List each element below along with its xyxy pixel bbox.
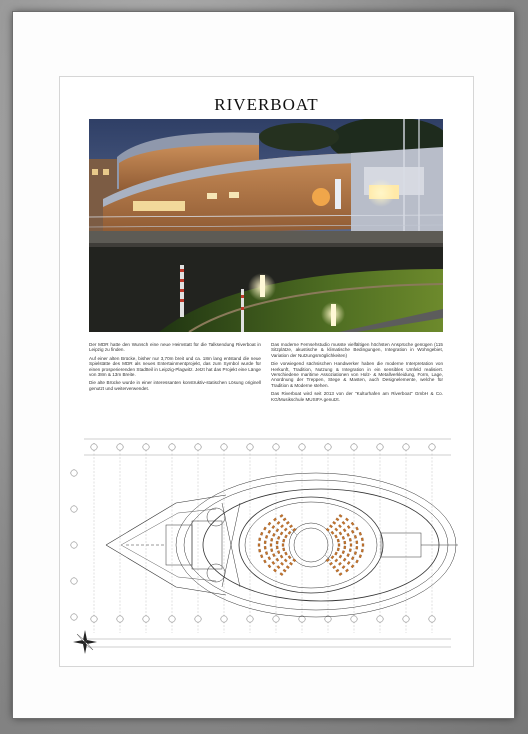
seat [272, 553, 275, 556]
seat [289, 525, 292, 528]
seat [282, 539, 285, 542]
seat [280, 514, 283, 517]
seat [276, 529, 279, 532]
text-column-right [271, 342, 443, 405]
grid-axis-bubble [429, 616, 435, 622]
grid-axis-bubble [71, 542, 77, 548]
seat [347, 525, 350, 528]
grid-axis-bubble [403, 444, 409, 450]
seat [342, 565, 345, 568]
seat [277, 521, 280, 524]
seat [282, 548, 285, 551]
grid-axis-bubble [91, 444, 97, 450]
seat [329, 525, 332, 528]
seat [289, 562, 292, 565]
seat [273, 569, 276, 572]
grid-axis-bubble [143, 616, 149, 622]
seat [339, 555, 342, 558]
seat [336, 569, 339, 572]
grid-axis-bubble [429, 444, 435, 450]
seat [359, 555, 362, 558]
seat [339, 514, 342, 517]
seat [332, 521, 335, 524]
seat [342, 550, 345, 553]
seat [334, 552, 337, 555]
seat [343, 558, 346, 561]
seat [263, 527, 266, 530]
seat [272, 561, 275, 564]
seat [342, 536, 345, 539]
grid-axis-bubble [351, 444, 357, 450]
seat [354, 535, 357, 538]
seat [351, 557, 354, 560]
seat [347, 561, 350, 564]
page-title: RIVERBOAT [214, 95, 319, 114]
seat [342, 521, 345, 524]
seat [349, 549, 351, 552]
paragraph: Der MDR hatte den Wunsch eine neue Heimstatt für die Talksendung Riverboat in Leipzig zu finden. [89, 342, 261, 353]
seat [288, 531, 291, 534]
seat [277, 536, 280, 539]
paragraph: Das moderne Fernsehstudio musste vielfältigen höchsten Ansprüche genügen (115 Sitzplätze, akustische & klimatische Bedingungen, Integration in Wohngebiet, Variation der Nutzungsmöglichkeiten) [271, 342, 443, 358]
seat [344, 546, 346, 549]
seat [268, 557, 271, 560]
grid-axis-bubble [195, 444, 201, 450]
seat [354, 551, 357, 554]
seat [270, 544, 272, 547]
grid-axis-bubble [71, 578, 77, 584]
grid-axis-bubble [117, 444, 123, 450]
seat [280, 572, 283, 575]
seat [356, 546, 358, 549]
seat [265, 551, 268, 554]
seat [337, 539, 340, 542]
seat [268, 565, 271, 568]
seat [338, 544, 340, 547]
seat [339, 532, 342, 535]
seat [329, 562, 332, 565]
seat [359, 532, 362, 535]
paragraph: Auf einer alten Brücke, bisher nur 3,70m breit und ca. 18m lang entstand die neue Spielstätte des MDR als neues Entertainmentprojekt, das zum Symbol wurde für einen prosperierenden Stadtteil in Leipzig-Plagwitz. Jetzt hat das Projekt eine Länge von 38m & 13m Breite. [89, 355, 261, 378]
seat [258, 538, 260, 541]
seat [280, 525, 283, 528]
seat [337, 548, 340, 551]
seat [268, 522, 271, 525]
seat [361, 549, 363, 552]
compass-rose-icon [72, 629, 98, 655]
building-photo [89, 119, 443, 332]
seat [286, 566, 289, 569]
grid-axis-bubble [377, 616, 383, 622]
grid-axis-bubble [71, 470, 77, 476]
grid-axis-bubble [247, 444, 253, 450]
seat [272, 533, 275, 536]
seat [345, 518, 348, 521]
seat [344, 541, 346, 544]
paragraph: Das Riverboat wird seit 2013 von der "Kulturhafen am Riverboat" GmbH & Co. KG/Musikschule MUSIFA genutzt. [271, 391, 443, 402]
text-column-left [89, 342, 261, 405]
seat [351, 522, 354, 525]
seat [331, 531, 334, 534]
seat [345, 569, 348, 572]
seat [288, 556, 291, 559]
grid-axis-bubble [221, 616, 227, 622]
grid-axis-bubble [71, 506, 77, 512]
seat [331, 556, 334, 559]
seat [347, 553, 350, 556]
grid-axis-bubble [117, 616, 123, 622]
grid-axis-bubble [403, 616, 409, 622]
seat [326, 528, 329, 531]
seat [270, 549, 272, 552]
seat [339, 572, 342, 575]
seat [351, 530, 354, 533]
grid-axis-bubble [273, 616, 279, 622]
grid-axis-bubble [325, 444, 331, 450]
seat [335, 559, 338, 562]
seat [284, 559, 287, 562]
seat [356, 541, 358, 544]
seat [336, 518, 339, 521]
seat [349, 538, 351, 541]
grid-axis-bubble [91, 616, 97, 622]
seat [258, 549, 260, 552]
seat [263, 560, 266, 563]
grid-axis-bubble [299, 444, 305, 450]
grid-axis-bubble [169, 616, 175, 622]
seat [276, 558, 279, 561]
seat [286, 521, 289, 524]
seat [343, 529, 346, 532]
grid-axis-bubble [273, 444, 279, 450]
seat [350, 544, 352, 547]
grid-axis-bubble [195, 616, 201, 622]
seat [338, 562, 341, 565]
seat [258, 544, 260, 547]
grid-axis-bubble [351, 616, 357, 622]
grid-axis-bubble [143, 444, 149, 450]
grid-axis-bubble [169, 444, 175, 450]
seat [284, 535, 287, 538]
seat [280, 532, 283, 535]
grid-axis-bubble [377, 444, 383, 450]
seat [356, 560, 359, 563]
seat [272, 525, 275, 528]
seat [264, 546, 266, 549]
paragraph: Die alte Brücke wurde in einer interessanten konstruktiv-statischen Lösung originell genutzt und weiterverwendet. [89, 380, 261, 391]
seat [338, 525, 341, 528]
seat [284, 528, 287, 531]
seat [283, 569, 286, 572]
seat [265, 535, 268, 538]
seat [361, 538, 363, 541]
seat [276, 546, 278, 549]
seat [264, 541, 266, 544]
seat [335, 528, 338, 531]
seat [280, 555, 283, 558]
seat [270, 538, 272, 541]
seat [284, 552, 287, 555]
grid-axis-bubble [71, 614, 77, 620]
paragraph: Die vorwiegend sächsischen Handwerker haben die moderne Interpretation von Herkunft, Tradition, Nutzung & Integration in ein sensibles Umfeld realisiert. Verschiedene maritime Assoziationen von Holz- & Metallverkleidung, Form, Lage, Anordnung der Treppen, Stege & Masten, auch Designelemente, welche für Tradition & Moderne stehen. [271, 361, 443, 388]
seat [260, 555, 263, 558]
seat [282, 544, 284, 547]
seat [260, 532, 263, 535]
seat [347, 533, 350, 536]
seat [334, 535, 337, 538]
seat [277, 550, 280, 553]
seat [362, 544, 364, 547]
grid-axis-bubble [247, 616, 253, 622]
text-columns [89, 342, 443, 405]
seat [276, 541, 278, 544]
seat [268, 530, 271, 533]
floor-plan-drawing [66, 433, 467, 659]
seat [293, 559, 296, 562]
seat [280, 562, 283, 565]
seat [273, 518, 276, 521]
seat [277, 565, 280, 568]
poster-sheet [60, 77, 473, 666]
grid-axis-bubble [221, 444, 227, 450]
seat [351, 565, 354, 568]
seat [332, 566, 335, 569]
seat [356, 527, 359, 530]
seat [283, 518, 286, 521]
